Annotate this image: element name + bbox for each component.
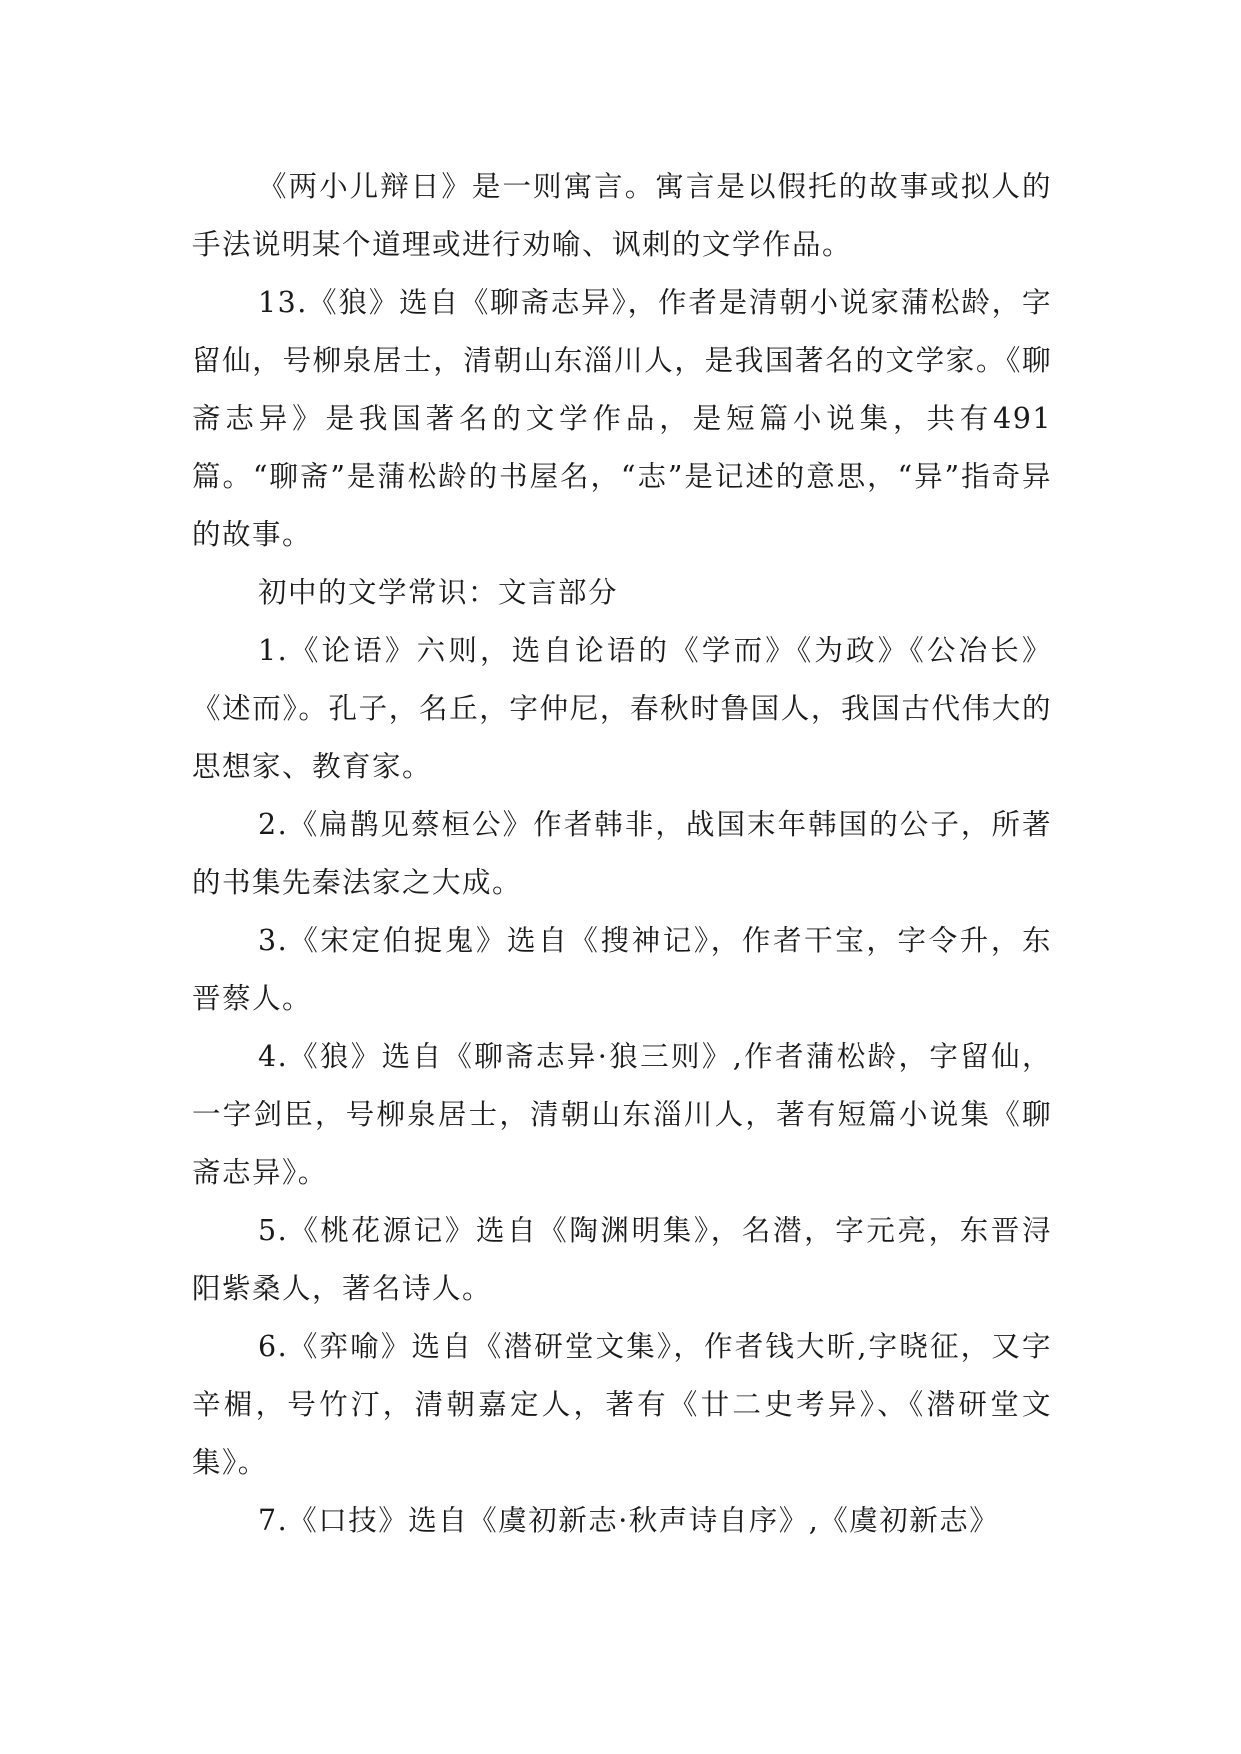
paragraph-item-5-peach-blossom: 5.《桃花源记》选自《陶渊明集》，名潜，字元亮，东晋浔阳紫桑人，著名诗人。: [192, 1214, 1052, 1305]
paragraph-item-4-wolf: 4.《狼》选自《聊斋志异·狼三则》,作者蒲松龄，字留仙，一字剑臣，号柳泉居士，清朝山东淄川人，著有短篇小说集《聊斋志异》。: [192, 1040, 1052, 1189]
section-heading-classical-chinese: 初中的文学常识：文言部分: [258, 576, 619, 609]
paragraph-fable-intro: 《两小儿辩日》是一则寓言。寓言是以假托的故事或拟人的手法说明某个道理或进行劝喻、讽刺的文学作品。: [192, 170, 1052, 261]
paragraph-item-3-song-dingbo: 3.《宋定伯捉鬼》选自《搜神记》，作者干宝，字令升，东晋蔡人。: [192, 924, 1052, 1015]
paragraph-item-2-bianque: 2.《扁鹊见蔡桓公》作者韩非，战国末年韩国的公子，所著的书集先秦法家之大成。: [192, 808, 1052, 899]
paragraph-item-13-wolf: 13.《狼》选自《聊斋志异》，作者是清朝小说家蒲松龄，字留仙，号柳泉居士，清朝山东淄川人，是我国著名的文学家。《聊斋志异》是我国著名的文学作品，是短篇小说集，共有491篇。“聊斋”是蒲松龄的书屋名，“志”是记述的意思，“异”指奇异的故事。: [192, 286, 1052, 551]
body-text: [192, 158, 1052, 1550]
paragraph-item-7-kouji: 7.《口技》选自《虞初新志·秋声诗自序》,《虞初新志》: [258, 1504, 1000, 1537]
paragraph-item-1-analects: 1.《论语》六则，选自论语的《学而》《为政》《公冶长》《述而》。孔子，名丘，字仲尼，春秋时鲁国人，我国古代伟大的思想家、教育家。: [192, 634, 1052, 783]
paragraph-item-6-yi-yu: 6.《弈喻》选自《潜研堂文集》，作者钱大昕,字晓征，又字辛楣，号竹汀，清朝嘉定人，著有《廿二史考异》、《潜研堂文集》。: [192, 1330, 1052, 1479]
